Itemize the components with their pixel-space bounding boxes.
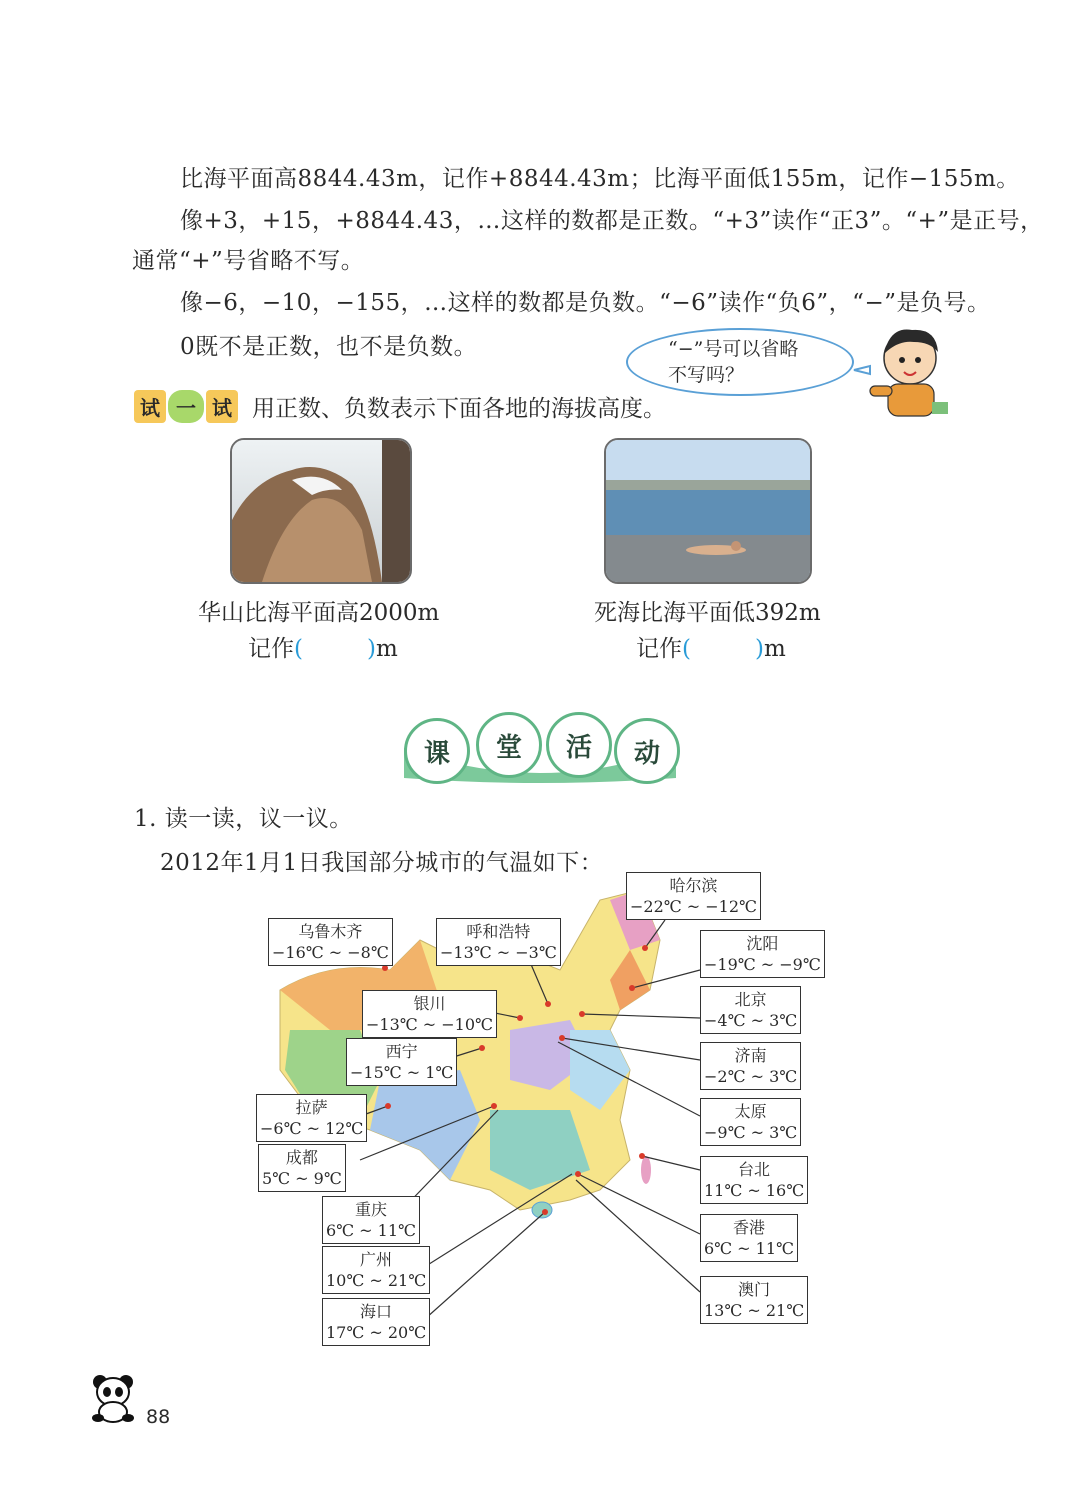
city-temp: −6℃ ~ 12℃ bbox=[260, 1119, 364, 1138]
panda-icon bbox=[88, 1372, 138, 1424]
city-box-hohhot bbox=[436, 918, 561, 966]
city-box-guangzhou bbox=[322, 1246, 430, 1294]
city-temp: −9℃ ~ 3℃ bbox=[704, 1123, 798, 1142]
answer-paren-close: ) bbox=[366, 636, 376, 662]
try-it-text: 用正数、负数表示下面各地的海拔高度。 bbox=[252, 396, 666, 422]
city-temp: −13℃ ~ −3℃ bbox=[440, 943, 557, 962]
city-box-xining bbox=[346, 1038, 457, 1086]
record-prefix: 记作 bbox=[636, 636, 682, 662]
city-name: 重庆 bbox=[354, 1200, 387, 1219]
record-prefix: 记作 bbox=[248, 636, 294, 662]
city-box-taiyuan bbox=[700, 1098, 801, 1146]
city-temp: 11℃ ~ 16℃ bbox=[704, 1181, 805, 1200]
badge-char-2: 一 bbox=[168, 390, 204, 423]
bubble-line-1: “−”号可以省略 bbox=[668, 338, 799, 360]
city-temp: 13℃ ~ 21℃ bbox=[704, 1301, 805, 1320]
activity-char-3: 活 bbox=[546, 712, 612, 778]
city-name: 呼和浩特 bbox=[466, 922, 531, 941]
bubble-line-2: 不写吗？ bbox=[668, 364, 745, 386]
city-temp: −15℃ ~ 1℃ bbox=[350, 1063, 454, 1082]
answer-paren-open: ( bbox=[294, 636, 303, 662]
city-temp: −22℃ ~ −12℃ bbox=[630, 897, 757, 916]
city-box-urumqi bbox=[268, 918, 393, 966]
city-box-chengdu bbox=[258, 1144, 346, 1192]
city-name: 广州 bbox=[360, 1250, 393, 1269]
city-temp: 17℃ ~ 20℃ bbox=[326, 1323, 427, 1342]
city-name: 澳门 bbox=[738, 1280, 771, 1299]
answer-paren-close: ) bbox=[754, 636, 764, 662]
city-name: 西宁 bbox=[385, 1042, 418, 1061]
text-line-2: 像+3，+15，+8844.43，…这样的数都是正数。“+3”读作“正3”。“+”是正号， bbox=[180, 208, 1044, 234]
city-temp: 10℃ ~ 21℃ bbox=[326, 1271, 427, 1290]
city-name: 台北 bbox=[738, 1160, 771, 1179]
text-line-3: 通常“+”号省略不写。 bbox=[132, 248, 365, 274]
city-box-jinan bbox=[700, 1042, 801, 1090]
city-name: 成都 bbox=[285, 1148, 318, 1167]
badge-char-1: 试 bbox=[134, 390, 166, 423]
city-temp: −16℃ ~ −8℃ bbox=[272, 943, 389, 962]
city-temp: 6℃ ~ 11℃ bbox=[704, 1239, 794, 1258]
task-1-title: 1. 读一读，议一议。 bbox=[134, 806, 353, 832]
unit-label: m bbox=[763, 636, 786, 662]
city-name: 哈尔滨 bbox=[669, 876, 718, 895]
city-temp: −13℃ ~ −10℃ bbox=[366, 1015, 493, 1034]
page-number: 88 bbox=[146, 1406, 171, 1428]
city-name: 太原 bbox=[734, 1102, 767, 1121]
activity-char-4: 动 bbox=[614, 718, 680, 784]
city-temp: 6℃ ~ 11℃ bbox=[326, 1221, 416, 1240]
dead-sea-caption: 死海比海平面低392m bbox=[594, 600, 821, 626]
city-name: 北京 bbox=[734, 990, 767, 1009]
city-box-harbin bbox=[626, 872, 761, 920]
answer-paren-open: ( bbox=[682, 636, 691, 662]
city-name: 拉萨 bbox=[295, 1098, 328, 1117]
text-line-1: 比海平面高8844.43m，记作+8844.43m；比海平面低155m，记作−155m。 bbox=[180, 166, 1020, 192]
city-box-lhasa bbox=[256, 1094, 367, 1142]
text-line-5: 0既不是正数，也不是负数。 bbox=[180, 334, 478, 360]
city-name: 海口 bbox=[360, 1302, 393, 1321]
city-box-yinchuan bbox=[362, 990, 497, 1038]
activity-char-2: 堂 bbox=[476, 712, 542, 778]
city-name: 济南 bbox=[734, 1046, 767, 1065]
badge-char-3: 试 bbox=[206, 390, 238, 423]
city-box-taipei bbox=[700, 1156, 808, 1204]
city-box-hongkong bbox=[700, 1214, 798, 1262]
city-temp: −2℃ ~ 3℃ bbox=[704, 1067, 798, 1086]
city-box-macau bbox=[700, 1276, 808, 1324]
task-1-intro: 2012年1月1日我国部分城市的气温如下： bbox=[160, 850, 604, 876]
unit-label: m bbox=[375, 636, 398, 662]
mount-hua-caption: 华山比海平面高2000m bbox=[198, 600, 440, 626]
city-temp: −4℃ ~ 3℃ bbox=[704, 1011, 798, 1030]
city-box-haikou bbox=[322, 1298, 430, 1346]
city-box-beijing bbox=[700, 986, 801, 1034]
city-box-chongqing bbox=[322, 1196, 420, 1244]
text-line-4: 像−6，−10，−155，…这样的数都是负数。“−6”读作“负6”，“−”是负号。 bbox=[180, 290, 991, 316]
activity-char-1: 课 bbox=[404, 718, 470, 784]
city-name: 乌鲁木齐 bbox=[298, 922, 363, 941]
city-temp: 5℃ ~ 9℃ bbox=[262, 1169, 342, 1188]
city-name: 银川 bbox=[413, 994, 446, 1013]
city-name: 香港 bbox=[732, 1218, 765, 1237]
city-box-shenyang bbox=[700, 930, 825, 978]
city-name: 沈阳 bbox=[746, 934, 779, 953]
city-temp: −19℃ ~ −9℃ bbox=[704, 955, 821, 974]
